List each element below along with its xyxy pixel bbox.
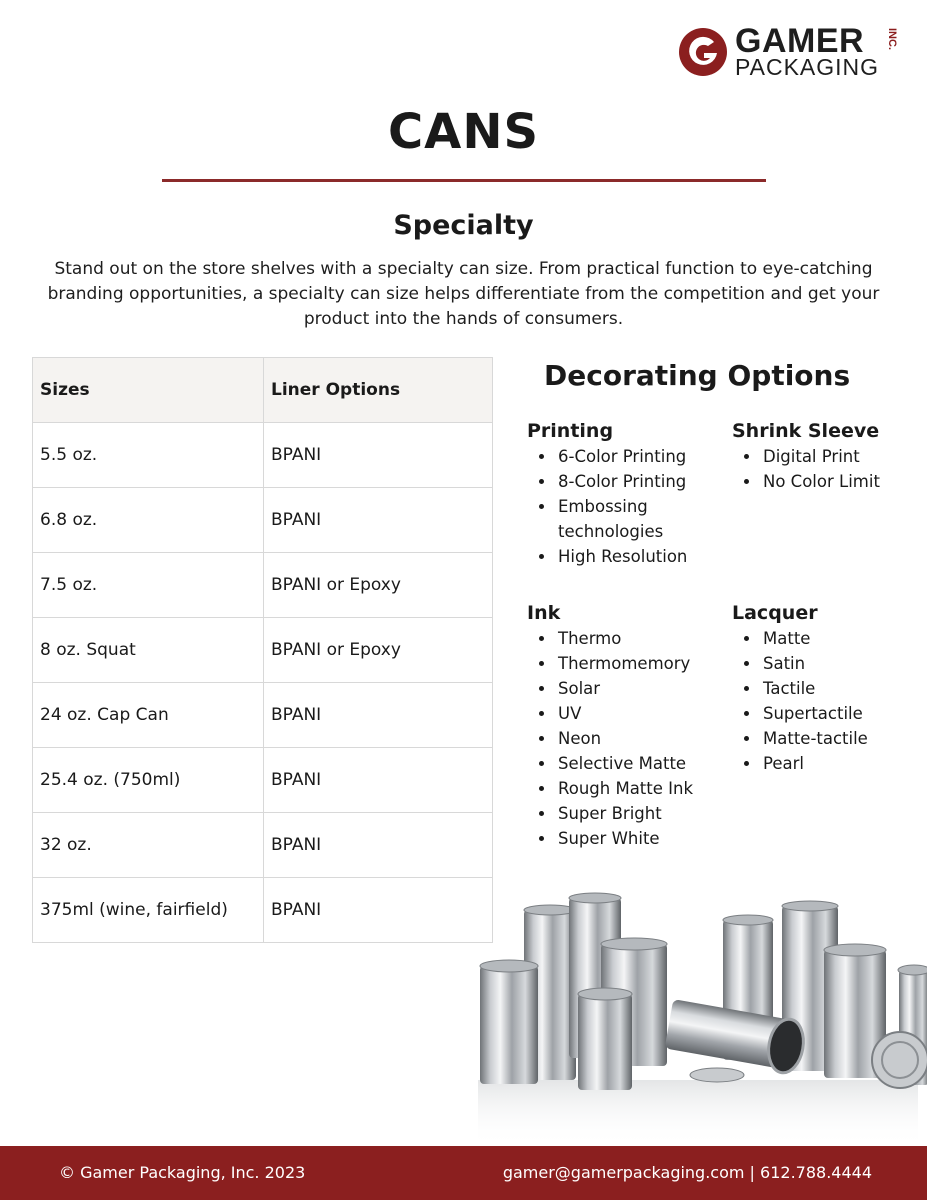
list-item: Thermo [527,626,693,651]
list-item: Pearl [732,751,868,776]
list-item: Matte [732,626,868,651]
liner-cell: BPANI [264,683,493,748]
size-cell: 375ml (wine, fairfield) [33,878,264,943]
list-item: No Color Limit [732,469,880,494]
list-item: Supertactile [732,701,868,726]
table-row [33,423,493,488]
list-item: Super Bright [527,801,693,826]
gamer-g-logo-icon [677,26,729,78]
list-item: UV [527,701,693,726]
footer-contact[interactable]: gamer@gamerpackaging.com | 612.788.4444 [502,1163,872,1182]
list-item: Satin [732,651,868,676]
size-cell: 8 oz. Squat [33,618,264,683]
intro-paragraph: Stand out on the store shelves with a specialty can size. From practical function to eye-catching branding opportunities, a specialty can size helps differentiate from the competition and get your product into the hands of consumers. [47,259,880,329]
shrink-sleeve-group [732,418,880,494]
list-item: Digital Print [732,444,880,469]
list-item: Tactile [732,676,868,701]
liner-cell: BPANI [264,813,493,878]
list-item: Thermomemory [527,651,693,676]
size-cell: 32 oz. [33,813,264,878]
shrink-sleeve-heading: Shrink Sleeve [732,420,880,442]
list-item: 6-Color Printing [527,444,718,469]
title-divider [162,179,766,182]
table-row [33,553,493,618]
lacquer-heading: Lacquer [732,602,818,624]
size-cell: 24 oz. Cap Can [33,683,264,748]
lacquer-group [732,600,868,776]
list-item: High Resolution [527,544,718,569]
list-item: Embossing technologies [527,494,718,544]
ink-heading: Ink [527,602,561,624]
list-item: 8-Color Printing [527,469,718,494]
table-row [33,813,493,878]
list-item: Super White [527,826,693,851]
logo-tagline: PACKAGING [735,54,880,80]
table-row [33,748,493,813]
aluminum-cans-image [468,888,927,1146]
liner-cell: BPANI or Epoxy [264,553,493,618]
list-item: Neon [527,726,693,751]
footer [0,1146,927,1200]
liner-cell: BPANI [264,423,493,488]
table-row [33,618,493,683]
header-liner-options: Liner Options [264,358,493,423]
company-logo [677,24,897,80]
sizes-table [32,357,493,943]
table-header-row [33,358,493,423]
list-item: Matte-tactile [732,726,868,751]
header-sizes: Sizes [33,358,264,423]
footer-copyright: © Gamer Packaging, Inc. 2023 [59,1163,306,1182]
printing-list [527,444,718,569]
size-cell: 5.5 oz. [33,423,264,488]
printing-heading: Printing [527,420,614,442]
page-title: CANS [387,104,540,160]
list-item: Selective Matte [527,751,693,776]
logo-name: GAMER [735,22,865,60]
logo-inc: INC. [886,28,898,50]
liner-cell: BPANI [264,748,493,813]
list-item: Solar [527,676,693,701]
ink-list [527,626,693,851]
liner-cell: BPANI or Epoxy [264,618,493,683]
section-title: Specialty [393,210,534,241]
table-row [33,488,493,553]
size-cell: 7.5 oz. [33,553,264,618]
liner-cell: BPANI [264,488,493,553]
table-row [33,683,493,748]
size-cell: 25.4 oz. (750ml) [33,748,264,813]
list-item: Rough Matte Ink [527,776,693,801]
table-row [33,878,493,943]
lacquer-list [732,626,868,776]
liner-cell: BPANI [264,878,493,943]
ink-group [527,600,693,851]
size-cell: 6.8 oz. [33,488,264,553]
printing-group [527,418,718,569]
decorating-options-title: Decorating Options [544,359,851,392]
shrink-sleeve-list [732,444,880,494]
